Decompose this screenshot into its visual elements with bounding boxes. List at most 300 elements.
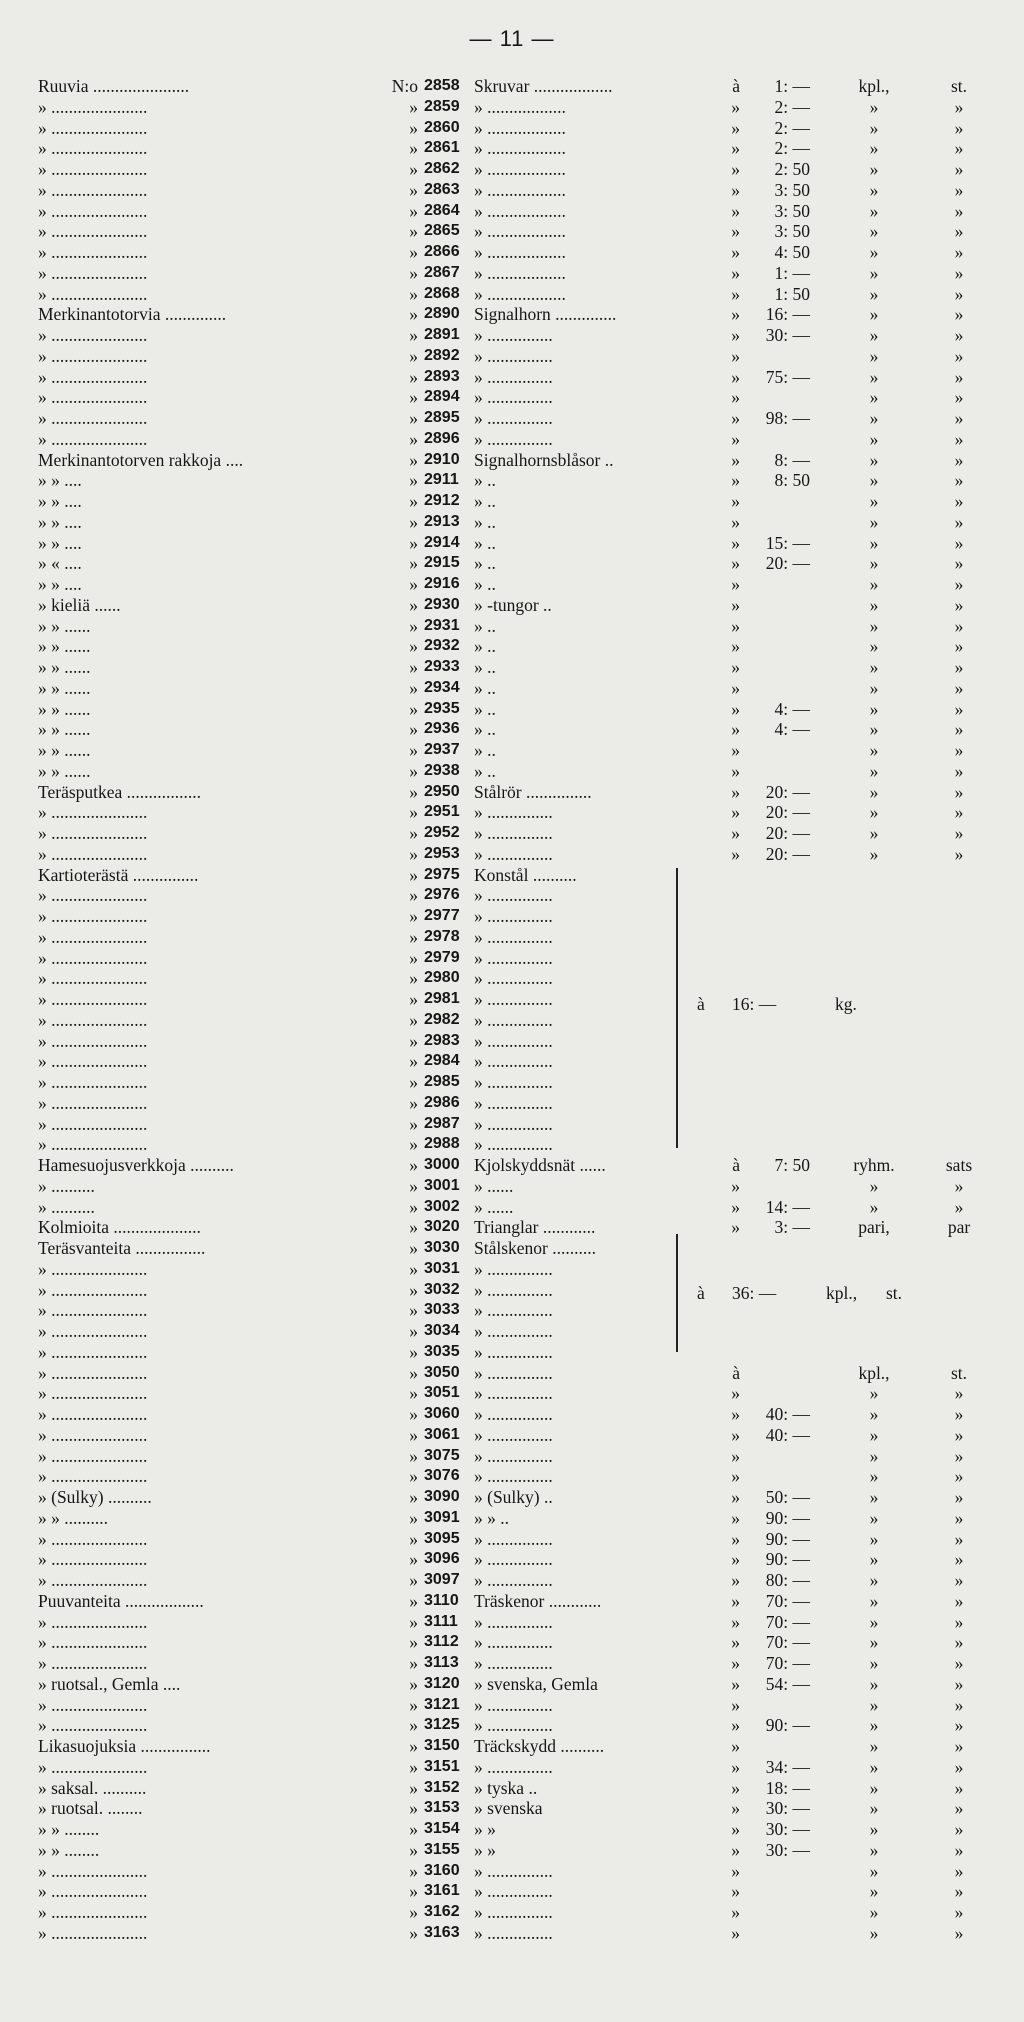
finnish-name: » ...................... bbox=[38, 408, 148, 428]
item-number: 2867 bbox=[424, 263, 460, 281]
number-prefix: » bbox=[409, 947, 418, 968]
finnish-name: » ...................... bbox=[38, 1113, 148, 1134]
finnish-name: » ...................... bbox=[38, 117, 148, 138]
price-prefix: » bbox=[731, 221, 740, 242]
unit-finnish: » bbox=[869, 491, 879, 511]
item-number: 3163 bbox=[424, 1923, 460, 1941]
price: 20: — bbox=[765, 823, 810, 843]
unit-finnish: » bbox=[869, 594, 879, 615]
unit-swedish: » bbox=[954, 1570, 964, 1590]
price-prefix: » bbox=[731, 283, 740, 304]
swedish-name: » .................. bbox=[474, 262, 566, 283]
price-prefix: » bbox=[731, 1902, 740, 1922]
item-number: 3112 bbox=[424, 1633, 459, 1651]
unit-swedish: » bbox=[954, 1736, 964, 1756]
swedish-name: » ............... bbox=[474, 1611, 553, 1632]
item-number: 2950 bbox=[424, 782, 460, 800]
swedish-name: » ............... bbox=[474, 1632, 553, 1653]
swedish-name: » ............... bbox=[474, 1362, 553, 1383]
unit-finnish: kpl., bbox=[858, 76, 890, 96]
item-number: 2938 bbox=[424, 761, 460, 779]
item-number: 2863 bbox=[424, 180, 460, 198]
unit-finnish: » bbox=[869, 1881, 879, 1902]
swedish-name: » ............... bbox=[474, 1113, 553, 1134]
number-prefix: » bbox=[409, 906, 418, 926]
price: 18: — bbox=[765, 1777, 810, 1798]
swedish-name: » ............... bbox=[474, 366, 553, 387]
finnish-name: » ...................... bbox=[38, 926, 148, 947]
unit-finnish: » bbox=[869, 760, 879, 781]
unit-swedish: » bbox=[954, 1383, 964, 1404]
table-row bbox=[38, 1902, 1018, 1923]
number-prefix: » bbox=[409, 1902, 418, 1922]
price-prefix: » bbox=[731, 1445, 740, 1466]
price-prefix: » bbox=[731, 470, 740, 491]
unit-swedish: » bbox=[954, 1611, 964, 1632]
unit-swedish: » bbox=[954, 221, 964, 242]
unit-finnish: » bbox=[869, 1902, 879, 1922]
unit-swedish: » bbox=[954, 1549, 964, 1570]
table-row bbox=[38, 263, 1018, 284]
finnish-name: » ...................... bbox=[38, 1072, 148, 1092]
finnish-name: » » .... bbox=[38, 511, 82, 532]
unit-finnish: » bbox=[869, 1404, 879, 1424]
number-prefix: » bbox=[409, 1922, 418, 1943]
unit-swedish: » bbox=[954, 823, 964, 843]
price-prefix: » bbox=[731, 657, 740, 677]
swedish-name: » ............... bbox=[474, 823, 553, 843]
finnish-name: » ...................... bbox=[38, 1341, 148, 1362]
table-row bbox=[38, 1446, 1018, 1467]
finnish-name: » ruotsal., Gemla .... bbox=[38, 1673, 181, 1694]
unit-swedish: » bbox=[954, 802, 964, 823]
item-number: 3031 bbox=[424, 1259, 460, 1277]
item-number: 3097 bbox=[424, 1571, 460, 1588]
price: 54: — bbox=[765, 1673, 810, 1694]
item-number: 2913 bbox=[424, 512, 460, 530]
finnish-name: » « .... bbox=[38, 553, 82, 574]
price: 90: — bbox=[765, 1549, 810, 1570]
price-prefix: » bbox=[731, 428, 740, 449]
finnish-name: » ...................... bbox=[38, 1611, 148, 1632]
price-prefix: » bbox=[731, 304, 740, 325]
unit-finnish: » bbox=[869, 304, 879, 325]
swedish-name: » .................. bbox=[474, 96, 566, 117]
unit-finnish: » bbox=[869, 387, 879, 408]
unit-finnish: » bbox=[869, 470, 879, 491]
price-prefix: » bbox=[731, 242, 740, 262]
number-prefix: » bbox=[409, 1300, 418, 1321]
price: 90: — bbox=[765, 1507, 810, 1528]
table-row bbox=[38, 367, 1018, 388]
price-prefix: » bbox=[731, 511, 740, 532]
table-row bbox=[38, 1923, 1018, 1944]
price: 30: — bbox=[765, 1819, 810, 1839]
price-prefix: » bbox=[731, 1217, 740, 1238]
swedish-name: » » .. bbox=[474, 1507, 509, 1528]
price: 30: — bbox=[765, 1798, 810, 1819]
unit-finnish: » bbox=[869, 740, 879, 760]
number-prefix: » bbox=[409, 968, 418, 989]
unit-finnish: » bbox=[869, 1819, 879, 1839]
number-prefix: » bbox=[409, 1694, 418, 1715]
unit-swedish: » bbox=[954, 719, 964, 740]
number-prefix: » bbox=[409, 1404, 418, 1424]
swedish-name: » ............... bbox=[474, 428, 553, 449]
finnish-name: » ...................... bbox=[38, 1570, 148, 1590]
finnish-name: » ...................... bbox=[38, 387, 148, 408]
swedish-name: » .. bbox=[474, 636, 496, 657]
price: 3: — bbox=[774, 1217, 810, 1238]
unit-swedish: » bbox=[954, 1424, 964, 1445]
number-prefix: » bbox=[409, 1881, 418, 1902]
bracket-note-stalskenor-unit2: st. bbox=[886, 1283, 903, 1303]
table-row bbox=[38, 1363, 1018, 1384]
unit-finnish: » bbox=[869, 677, 879, 698]
price: 90: — bbox=[765, 1528, 810, 1549]
unit-swedish: » bbox=[954, 511, 964, 532]
number-prefix: » bbox=[409, 1466, 418, 1487]
table-row bbox=[38, 1798, 1018, 1819]
number-prefix: » bbox=[409, 1798, 418, 1819]
table-row bbox=[38, 1197, 1018, 1218]
item-number: 2933 bbox=[424, 658, 460, 675]
swedish-name: » ............... bbox=[474, 1694, 553, 1715]
table-row bbox=[38, 138, 1018, 159]
number-prefix: » bbox=[409, 553, 418, 574]
price-prefix: » bbox=[731, 532, 740, 553]
unit-finnish: » bbox=[869, 1424, 879, 1445]
unit-swedish: » bbox=[954, 428, 964, 449]
table-row bbox=[38, 616, 1018, 637]
unit-swedish: » bbox=[954, 96, 964, 117]
swedish-name: Stålrör ............... bbox=[474, 781, 592, 802]
finnish-name: » ...................... bbox=[38, 1715, 148, 1736]
price: 70: — bbox=[765, 1611, 810, 1632]
table-row bbox=[38, 284, 1018, 305]
price-prefix: » bbox=[731, 117, 740, 138]
price-prefix: » bbox=[731, 449, 740, 470]
swedish-name: » ............... bbox=[474, 387, 553, 408]
price: 1: — bbox=[774, 262, 810, 283]
unit-finnish: » bbox=[869, 138, 879, 159]
item-number: 3020 bbox=[424, 1218, 460, 1236]
item-number: 3034 bbox=[424, 1322, 460, 1339]
item-number: 3125 bbox=[424, 1716, 460, 1734]
swedish-name: » ............... bbox=[474, 325, 553, 345]
finnish-name: » ...................... bbox=[38, 1445, 148, 1466]
unit-swedish: » bbox=[954, 283, 964, 304]
unit-finnish: » bbox=[869, 1839, 879, 1860]
finnish-name: » ...................... bbox=[38, 138, 148, 159]
finnish-name: » ...................... bbox=[38, 366, 148, 387]
number-prefix: » bbox=[409, 1279, 418, 1300]
swedish-name: » .. bbox=[474, 677, 496, 698]
table-row bbox=[38, 1425, 1018, 1446]
swedish-name: » .. bbox=[474, 719, 496, 740]
unit-finnish: pari, bbox=[858, 1217, 890, 1238]
item-number: 3091 bbox=[424, 1508, 460, 1526]
price: 20: — bbox=[765, 802, 810, 823]
price-prefix: » bbox=[731, 1507, 740, 1528]
unit-finnish: » bbox=[869, 636, 879, 657]
number-prefix: » bbox=[409, 1445, 418, 1466]
bracket-note-konstal-unit: kg. bbox=[835, 994, 857, 1014]
finnish-name: » » ...... bbox=[38, 698, 91, 719]
price-prefix: à bbox=[732, 1155, 740, 1175]
table-row bbox=[38, 1114, 1018, 1135]
unit-finnish: » bbox=[869, 283, 879, 304]
page-number: — 11 — bbox=[469, 26, 555, 51]
item-number: 2911 bbox=[424, 471, 459, 489]
price-prefix: » bbox=[731, 387, 740, 408]
item-number: 2978 bbox=[424, 927, 460, 945]
number-prefix: » bbox=[409, 1134, 418, 1155]
unit-finnish: » bbox=[869, 1798, 879, 1819]
price: 98: — bbox=[765, 408, 810, 428]
price: 4: 50 bbox=[774, 242, 810, 262]
price-prefix: » bbox=[731, 1466, 740, 1487]
item-number: 2916 bbox=[424, 575, 460, 592]
number-prefix: » bbox=[409, 760, 418, 781]
finnish-name: » » ...... bbox=[38, 677, 91, 698]
item-number: 2894 bbox=[424, 388, 460, 406]
unit-finnish: » bbox=[869, 1715, 879, 1736]
finnish-name: » ...................... bbox=[38, 428, 148, 449]
price-prefix: » bbox=[731, 1632, 740, 1653]
price: 1: — bbox=[774, 76, 810, 96]
item-number: 2930 bbox=[424, 595, 460, 613]
unit-finnish: » bbox=[869, 1383, 879, 1404]
price: 1: 50 bbox=[774, 283, 810, 304]
price-prefix: » bbox=[731, 491, 740, 511]
swedish-name: » ............... bbox=[474, 1030, 553, 1051]
number-prefix: N:o bbox=[391, 76, 418, 96]
swedish-name: Stålskenor .......... bbox=[474, 1238, 597, 1258]
unit-finnish: » bbox=[869, 802, 879, 823]
finnish-name: Teräsputkea ................. bbox=[38, 781, 202, 802]
table-row bbox=[38, 761, 1018, 782]
unit-finnish: » bbox=[869, 553, 879, 574]
item-number: 3154 bbox=[424, 1820, 460, 1837]
price: 70: — bbox=[765, 1653, 810, 1673]
unit-finnish: » bbox=[869, 366, 879, 387]
number-prefix: » bbox=[409, 1819, 418, 1839]
finnish-name: » » ........ bbox=[38, 1819, 100, 1839]
price-prefix: » bbox=[731, 96, 740, 117]
finnish-name: » ...................... bbox=[38, 1279, 148, 1300]
item-number: 2912 bbox=[424, 492, 460, 509]
number-prefix: » bbox=[409, 823, 418, 843]
swedish-name: Trianglar ............ bbox=[474, 1217, 596, 1238]
finnish-name: » (Sulky) .......... bbox=[38, 1487, 152, 1507]
unit-finnish: » bbox=[869, 1694, 879, 1715]
swedish-name: » ............... bbox=[474, 1424, 553, 1445]
number-prefix: » bbox=[409, 200, 418, 221]
price-prefix: » bbox=[731, 1424, 740, 1445]
price: 2: — bbox=[774, 96, 810, 117]
unit-finnish: » bbox=[869, 345, 879, 366]
price-prefix: » bbox=[731, 677, 740, 698]
unit-finnish: » bbox=[869, 159, 879, 179]
item-number: 2861 bbox=[424, 139, 460, 157]
unit-swedish: » bbox=[954, 760, 964, 781]
swedish-name: » .. bbox=[474, 740, 496, 760]
price: 34: — bbox=[765, 1756, 810, 1777]
swedish-name: » .. bbox=[474, 615, 496, 636]
swedish-name: Träckskydd .......... bbox=[474, 1736, 605, 1756]
item-number: 3121 bbox=[424, 1695, 460, 1713]
finnish-name: » ...................... bbox=[38, 325, 148, 345]
finnish-name: » ...................... bbox=[38, 1466, 148, 1487]
swedish-name: » ............... bbox=[474, 1466, 553, 1487]
item-number: 2893 bbox=[424, 367, 460, 385]
finnish-name: Kolmioita .................... bbox=[38, 1217, 201, 1238]
table-row bbox=[38, 429, 1018, 450]
unit-finnish: » bbox=[869, 1611, 879, 1632]
bracket-note-konstal bbox=[0, 994, 1024, 1015]
swedish-name: » ............... bbox=[474, 1570, 553, 1590]
number-prefix: » bbox=[409, 1736, 418, 1756]
finnish-name: » ...................... bbox=[38, 262, 148, 283]
unit-finnish: » bbox=[869, 262, 879, 283]
table-row bbox=[38, 1674, 1018, 1695]
table-row bbox=[38, 221, 1018, 242]
table-row bbox=[38, 968, 1018, 989]
swedish-name: » ............... bbox=[474, 1258, 553, 1279]
swedish-name: » ............... bbox=[474, 1134, 553, 1155]
table-row bbox=[38, 553, 1018, 574]
unit-swedish: » bbox=[954, 1922, 964, 1943]
price: 40: — bbox=[765, 1404, 810, 1424]
item-number: 3160 bbox=[424, 1861, 460, 1879]
price: 2: — bbox=[774, 117, 810, 138]
price-prefix: » bbox=[731, 1694, 740, 1715]
unit-finnish: » bbox=[869, 428, 879, 449]
item-number: 2890 bbox=[424, 305, 460, 323]
price-prefix: » bbox=[731, 823, 740, 843]
number-prefix: » bbox=[409, 1362, 418, 1383]
price-prefix: » bbox=[731, 1881, 740, 1902]
item-number: 2976 bbox=[424, 886, 460, 904]
finnish-name: » » .... bbox=[38, 574, 82, 594]
table-row bbox=[38, 927, 1018, 948]
item-number: 3076 bbox=[424, 1467, 460, 1485]
number-prefix: » bbox=[409, 885, 418, 906]
table-row bbox=[38, 304, 1018, 325]
price: 20: — bbox=[765, 781, 810, 802]
number-prefix: » bbox=[409, 615, 418, 636]
finnish-name: » ...................... bbox=[38, 1756, 148, 1777]
swedish-name: » ............... bbox=[474, 1445, 553, 1466]
finnish-name: » ...................... bbox=[38, 906, 148, 926]
price: 3: 50 bbox=[774, 200, 810, 221]
finnish-name: » ...................... bbox=[38, 1383, 148, 1404]
number-prefix: » bbox=[409, 366, 418, 387]
swedish-name: » ............... bbox=[474, 345, 553, 366]
swedish-name: » .................. bbox=[474, 159, 566, 179]
price: 70: — bbox=[765, 1590, 810, 1611]
unit-swedish: » bbox=[954, 117, 964, 138]
finnish-name: » ...................... bbox=[38, 1632, 148, 1653]
swedish-name: » ............... bbox=[474, 1051, 553, 1072]
finnish-name: » .......... bbox=[38, 1196, 95, 1217]
number-prefix: » bbox=[409, 1258, 418, 1279]
unit-swedish: » bbox=[954, 242, 964, 262]
unit-swedish: » bbox=[954, 615, 964, 636]
item-number: 3090 bbox=[424, 1488, 460, 1505]
price-prefix: » bbox=[731, 802, 740, 823]
item-number: 3110 bbox=[424, 1591, 459, 1609]
item-number: 3162 bbox=[424, 1903, 460, 1920]
table-row bbox=[38, 1612, 1018, 1633]
item-number: 2977 bbox=[424, 907, 460, 924]
item-number: 2984 bbox=[424, 1052, 460, 1070]
finnish-name: » ...................... bbox=[38, 200, 148, 221]
item-number: 2975 bbox=[424, 865, 460, 883]
price-prefix: » bbox=[731, 1839, 740, 1860]
item-number: 2932 bbox=[424, 637, 460, 655]
item-number: 2953 bbox=[424, 844, 460, 862]
unit-finnish: » bbox=[869, 1528, 879, 1549]
item-number: 3151 bbox=[424, 1757, 460, 1775]
unit-swedish: » bbox=[954, 1653, 964, 1673]
finnish-name: Merkinantotorven rakkoja .... bbox=[38, 449, 244, 470]
swedish-name: » ............... bbox=[474, 1756, 553, 1777]
number-prefix: » bbox=[409, 304, 418, 325]
unit-swedish: » bbox=[954, 1175, 964, 1196]
bracket-note-konstal-price: 16: — bbox=[732, 994, 777, 1014]
finnish-name: » ...................... bbox=[38, 1009, 148, 1030]
unit-finnish: » bbox=[869, 823, 879, 843]
table-row bbox=[38, 1093, 1018, 1114]
swedish-name: » ............... bbox=[474, 1860, 553, 1881]
number-prefix: » bbox=[409, 1072, 418, 1092]
bracket-note-stalskenor-price: 36: — bbox=[732, 1283, 777, 1303]
finnish-name: Ruuvia ...................... bbox=[38, 76, 190, 96]
price-prefix: » bbox=[731, 1819, 740, 1839]
item-number: 2914 bbox=[424, 533, 460, 551]
finnish-name: » ...................... bbox=[38, 1404, 148, 1424]
item-number: 2868 bbox=[424, 284, 460, 302]
table-row bbox=[38, 180, 1018, 201]
finnish-name: » ...................... bbox=[38, 1902, 148, 1922]
finnish-name: » » .... bbox=[38, 532, 82, 553]
unit-swedish: » bbox=[954, 1881, 964, 1902]
unit-swedish: st. bbox=[950, 76, 968, 96]
number-prefix: » bbox=[409, 1092, 418, 1113]
price: 70: — bbox=[765, 1632, 810, 1653]
price-prefix: » bbox=[731, 719, 740, 740]
price: 90: — bbox=[765, 1715, 810, 1736]
swedish-name: » ............... bbox=[474, 968, 553, 989]
unit-swedish: » bbox=[954, 532, 964, 553]
price: 16: — bbox=[765, 304, 810, 325]
finnish-name: » ...................... bbox=[38, 1051, 148, 1072]
table-row bbox=[38, 1819, 1018, 1840]
price: 40: — bbox=[765, 1424, 810, 1445]
unit-swedish: » bbox=[954, 1715, 964, 1736]
swedish-name: » .................. bbox=[474, 138, 566, 159]
number-prefix: » bbox=[409, 138, 418, 159]
unit-swedish: » bbox=[954, 138, 964, 159]
number-prefix: » bbox=[409, 1051, 418, 1072]
table-row bbox=[38, 574, 1018, 595]
number-prefix: » bbox=[409, 719, 418, 740]
unit-finnish: » bbox=[869, 1549, 879, 1570]
swedish-name: » .. bbox=[474, 511, 496, 532]
number-prefix: » bbox=[409, 1528, 418, 1549]
